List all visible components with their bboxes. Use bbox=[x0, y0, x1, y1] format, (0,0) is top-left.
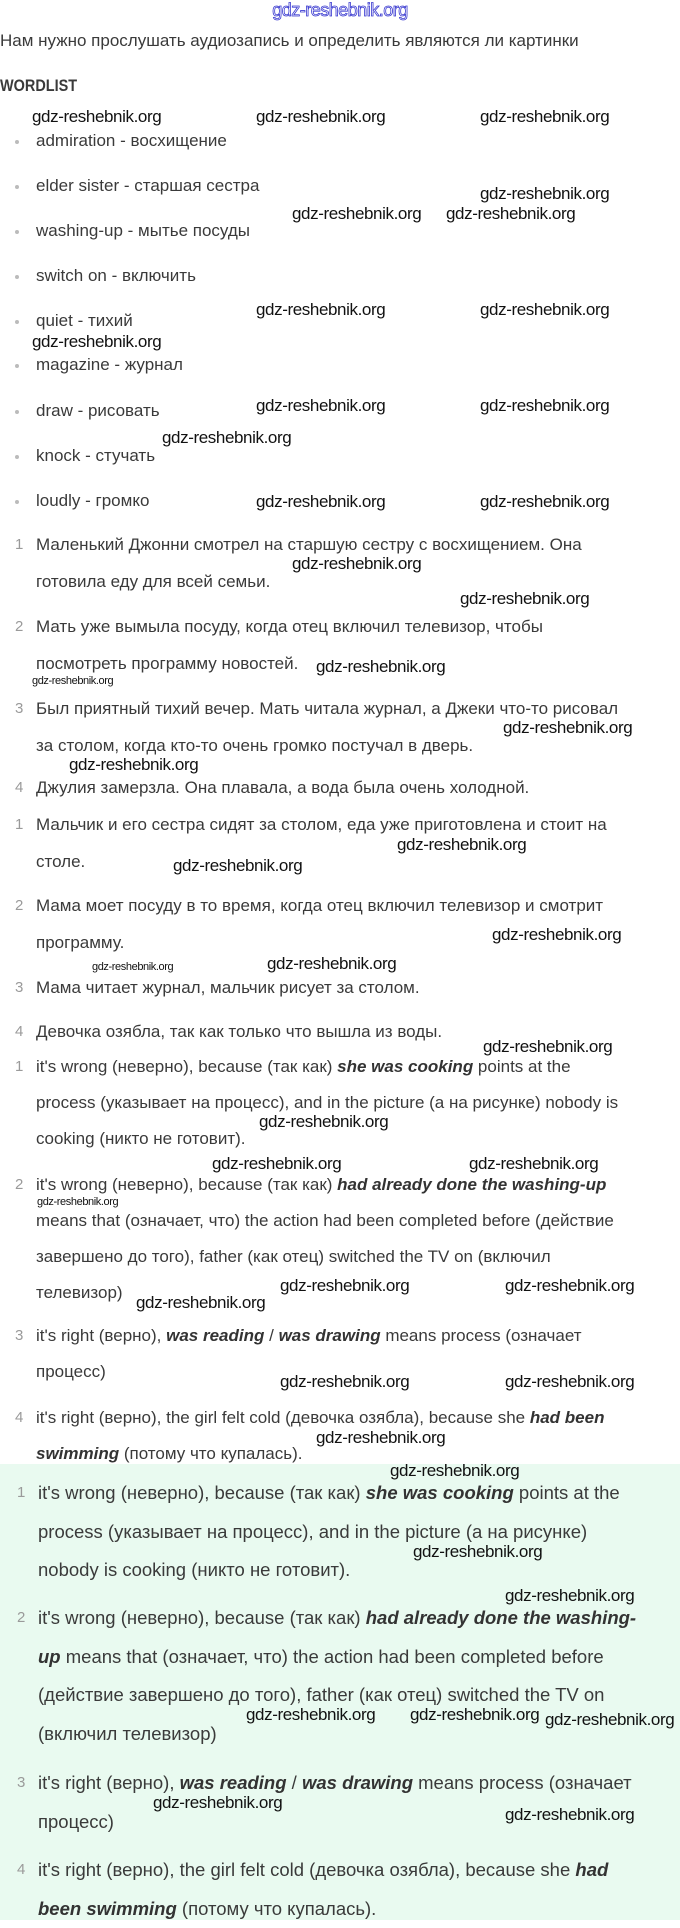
emphasis-phrase: was drawing bbox=[279, 1326, 381, 1345]
text-segment: it's right (верно), the girl felt cold (девочка озябла), because she bbox=[38, 1859, 575, 1880]
item-text bbox=[38, 1851, 608, 1928]
text-segment: means process (означает bbox=[413, 1772, 632, 1793]
emphasis-phrase: she was cooking bbox=[366, 1482, 514, 1503]
text-segment: it's wrong (неверно), because (так как) bbox=[38, 1482, 366, 1503]
item-number: 3 bbox=[15, 1318, 23, 1354]
text-segment: it's wrong (неверно), because (так как) bbox=[38, 1607, 366, 1628]
text-line bbox=[36, 1013, 442, 1050]
site-link[interactable]: gdz-reshebnik.org bbox=[0, 0, 680, 21]
item-number: 1 bbox=[17, 1474, 25, 1513]
text-segment: / bbox=[264, 1326, 278, 1345]
text-segment: Мальчик и его сестра сидят за столом, еда уже приготовлена и стоит на bbox=[36, 815, 607, 834]
watermark: gdz-reshebnik.org bbox=[505, 1277, 634, 1295]
text-segment: means process (означает bbox=[381, 1326, 582, 1345]
watermark: gdz-reshebnik.org bbox=[505, 1806, 634, 1824]
item-text bbox=[36, 608, 543, 682]
text-line bbox=[38, 1890, 608, 1928]
watermark: gdz-reshebnik.org bbox=[480, 397, 609, 415]
watermark: gdz-reshebnik.org bbox=[480, 185, 609, 203]
watermark: gdz-reshebnik.org bbox=[173, 857, 302, 875]
item-number: 1 bbox=[15, 526, 23, 563]
watermark: gdz-reshebnik.org bbox=[413, 1543, 542, 1561]
watermark: gdz-reshebnik.org bbox=[37, 1196, 118, 1208]
watermark: gdz-reshebnik.org bbox=[256, 301, 385, 319]
text-segment: процесс) bbox=[36, 1362, 106, 1381]
text-segment: Мама моет посуду в то время, когда отец включил телевизор и смотрит bbox=[36, 896, 603, 915]
text-segment: Был приятный тихий вечер. Мать читала журнал, а Джеки что-то рисовал bbox=[36, 699, 618, 718]
item-number: 3 bbox=[15, 969, 23, 1006]
wordlist-item-text: switch on - включить bbox=[36, 266, 196, 286]
item-number: 4 bbox=[15, 1400, 23, 1436]
watermark: gdz-reshebnik.org bbox=[92, 961, 173, 973]
text-segment: process (указывает на процесс), and in the picture (а на рисунке) bbox=[38, 1521, 587, 1542]
item-number: 4 bbox=[15, 1013, 23, 1050]
wordlist-item-text: admiration - восхищение bbox=[36, 131, 227, 151]
watermark: gdz-reshebnik.org bbox=[480, 301, 609, 319]
watermark: gdz-reshebnik.org bbox=[446, 205, 575, 223]
emphasis-phrase: was drawing bbox=[302, 1772, 413, 1793]
watermark: gdz-reshebnik.org bbox=[162, 429, 291, 447]
text-segment: points at the bbox=[473, 1057, 570, 1076]
bullet-icon bbox=[15, 230, 19, 234]
wordlist-item-text: draw - рисовать bbox=[36, 401, 160, 421]
emphasis-phrase: had already done the washing-up bbox=[337, 1175, 606, 1194]
item-number: 2 bbox=[17, 1599, 25, 1638]
emphasis-phrase: had bbox=[575, 1859, 608, 1880]
item-text bbox=[38, 1764, 632, 1841]
bullet-icon bbox=[15, 275, 19, 279]
watermark: gdz-reshebnik.org bbox=[246, 1706, 375, 1724]
emphasis-phrase: was reading bbox=[180, 1772, 287, 1793]
bullet-icon bbox=[15, 410, 19, 414]
text-line bbox=[36, 969, 420, 1006]
bullet-icon bbox=[15, 185, 19, 189]
text-line bbox=[36, 887, 603, 924]
emphasis-phrase: was reading bbox=[166, 1326, 264, 1345]
text-segment: программу. bbox=[36, 933, 124, 952]
item-number: 2 bbox=[15, 887, 23, 924]
item-text bbox=[38, 1474, 620, 1590]
emphasis-phrase: she was cooking bbox=[337, 1057, 473, 1076]
text-segment: Джулия замерзла. Она плавала, а вода была очень холодной. bbox=[36, 778, 529, 797]
emphasis-phrase: been swimming bbox=[38, 1898, 177, 1919]
watermark: gdz-reshebnik.org bbox=[32, 675, 113, 687]
text-line bbox=[38, 1638, 636, 1677]
text-line bbox=[38, 1764, 632, 1803]
text-segment: it's wrong (неверно), because (так как) bbox=[36, 1057, 337, 1076]
watermark: gdz-reshebnik.org bbox=[256, 493, 385, 511]
bullet-icon bbox=[15, 140, 19, 144]
watermark: gdz-reshebnik.org bbox=[32, 333, 161, 351]
item-text bbox=[36, 1049, 618, 1157]
text-segment: посмотреть программу новостей. bbox=[36, 654, 298, 673]
watermark: gdz-reshebnik.org bbox=[410, 1706, 539, 1724]
watermark: gdz-reshebnik.org bbox=[267, 955, 396, 973]
text-segment: завершено до того), father (как отец) switched the TV on (включил bbox=[36, 1247, 551, 1266]
text-segment: за столом, когда кто-то очень громко постучал в дверь. bbox=[36, 736, 473, 755]
text-segment: Мать уже вымыла посуду, когда отец включил телевизор, чтобы bbox=[36, 617, 543, 636]
watermark: gdz-reshebnik.org bbox=[32, 108, 161, 126]
emphasis-phrase: had been bbox=[530, 1408, 605, 1427]
text-segment: means that (означает, что) the action had been completed before bbox=[61, 1646, 604, 1667]
text-segment: (потому что купалась). bbox=[177, 1898, 377, 1919]
watermark: gdz-reshebnik.org bbox=[480, 108, 609, 126]
text-segment: (действие завершено до того), father (как отец) switched the TV on bbox=[38, 1684, 604, 1705]
text-line bbox=[38, 1851, 608, 1890]
text-segment: процесс) bbox=[38, 1811, 114, 1832]
watermark: gdz-reshebnik.org bbox=[292, 555, 421, 573]
item-number: 2 bbox=[15, 608, 23, 645]
item-number: 3 bbox=[15, 690, 23, 727]
wordlist-item-text: loudly - громко bbox=[36, 491, 149, 511]
emphasis-phrase: up bbox=[38, 1646, 61, 1667]
watermark: gdz-reshebnik.org bbox=[483, 1038, 612, 1056]
text-segment: готовила еду для всей семьи. bbox=[36, 572, 270, 591]
text-segment: Девочка озябла, так как только что вышла из воды. bbox=[36, 1022, 442, 1041]
text-segment: points at the bbox=[514, 1482, 620, 1503]
watermark: gdz-reshebnik.org bbox=[397, 836, 526, 854]
bullet-icon bbox=[15, 455, 19, 459]
text-segment: телевизор) bbox=[36, 1283, 123, 1302]
watermark: gdz-reshebnik.org bbox=[316, 658, 445, 676]
watermark: gdz-reshebnik.org bbox=[259, 1113, 388, 1131]
watermark: gdz-reshebnik.org bbox=[316, 1429, 445, 1447]
text-line bbox=[36, 1203, 614, 1239]
text-line bbox=[36, 769, 529, 806]
wordlist-item-text: quiet - тихий bbox=[36, 311, 133, 331]
wordlist-item-text: knock - стучать bbox=[36, 446, 155, 466]
text-segment: (потому что купалась). bbox=[119, 1444, 302, 1463]
text-segment: means that (означает, что) the action had been completed before (действие bbox=[36, 1211, 614, 1230]
emphasis-phrase: swimming bbox=[36, 1444, 119, 1463]
watermark: gdz-reshebnik.org bbox=[280, 1277, 409, 1295]
watermark: gdz-reshebnik.org bbox=[505, 1373, 634, 1391]
item-number: 4 bbox=[15, 769, 23, 806]
watermark: gdz-reshebnik.org bbox=[69, 756, 198, 774]
text-segment: it's wrong (неверно), because (так как) bbox=[36, 1175, 337, 1194]
bullet-icon bbox=[15, 500, 19, 504]
text-segment: cooking (никто не готовит). bbox=[36, 1129, 246, 1148]
watermark: gdz-reshebnik.org bbox=[503, 719, 632, 737]
text-segment: (включил телевизор) bbox=[38, 1723, 217, 1744]
item-number: 3 bbox=[17, 1764, 25, 1803]
text-line bbox=[38, 1474, 620, 1513]
text-line bbox=[36, 1318, 582, 1354]
item-number: 2 bbox=[15, 1167, 23, 1203]
text-segment: it's right (верно), bbox=[38, 1772, 180, 1793]
item-text bbox=[36, 1013, 442, 1050]
text-segment: process (указывает на процесс), and in the picture (а на рисунке) nobody is bbox=[36, 1093, 618, 1112]
intro-text: Нам нужно прослушать аудиозапись и определить являются ли картинки bbox=[0, 31, 579, 51]
watermark: gdz-reshebnik.org bbox=[136, 1294, 265, 1312]
text-segment: столе. bbox=[36, 852, 85, 871]
emphasis-phrase: had already done the washing- bbox=[366, 1607, 636, 1628]
watermark: gdz-reshebnik.org bbox=[390, 1462, 519, 1480]
wordlist-item-text: elder sister - старшая сестра bbox=[36, 176, 259, 196]
watermark: gdz-reshebnik.org bbox=[292, 205, 421, 223]
item-number: 1 bbox=[15, 806, 23, 843]
watermark: gdz-reshebnik.org bbox=[280, 1373, 409, 1391]
item-text bbox=[36, 969, 420, 1006]
item-number: 4 bbox=[17, 1851, 25, 1890]
text-segment: Маленький Джонни смотрел на старшую сестру с восхищением. Она bbox=[36, 535, 582, 554]
watermark: gdz-reshebnik.org bbox=[480, 493, 609, 511]
watermark: gdz-reshebnik.org bbox=[256, 108, 385, 126]
item-number: 1 bbox=[15, 1049, 23, 1085]
watermark: gdz-reshebnik.org bbox=[469, 1155, 598, 1173]
text-segment: it's right (верно), bbox=[36, 1326, 166, 1345]
watermark: gdz-reshebnik.org bbox=[545, 1711, 674, 1729]
item-text bbox=[36, 769, 529, 806]
watermark: gdz-reshebnik.org bbox=[212, 1155, 341, 1173]
bullet-icon bbox=[15, 364, 19, 368]
wordlist-item-text: magazine - журнал bbox=[36, 355, 183, 375]
wordlist-item-text: washing-up - мытье посуды bbox=[36, 221, 250, 241]
text-segment: it's right (верно), the girl felt cold (девочка озябла), because she bbox=[36, 1408, 530, 1427]
watermark: gdz-reshebnik.org bbox=[256, 397, 385, 415]
text-segment: / bbox=[287, 1772, 302, 1793]
watermark: gdz-reshebnik.org bbox=[505, 1587, 634, 1605]
watermark: gdz-reshebnik.org bbox=[460, 590, 589, 608]
watermark: gdz-reshebnik.org bbox=[153, 1794, 282, 1812]
item-text bbox=[36, 887, 603, 961]
wordlist-title: WORDLIST bbox=[0, 76, 77, 96]
text-line bbox=[36, 608, 543, 645]
text-segment: nobody is cooking (никто не готовит). bbox=[38, 1559, 350, 1580]
bullet-icon bbox=[15, 320, 19, 324]
text-line bbox=[36, 1239, 614, 1275]
text-segment: Мама читает журнал, мальчик рисует за столом. bbox=[36, 978, 420, 997]
watermark: gdz-reshebnik.org bbox=[492, 926, 621, 944]
item-text bbox=[38, 1599, 636, 1753]
